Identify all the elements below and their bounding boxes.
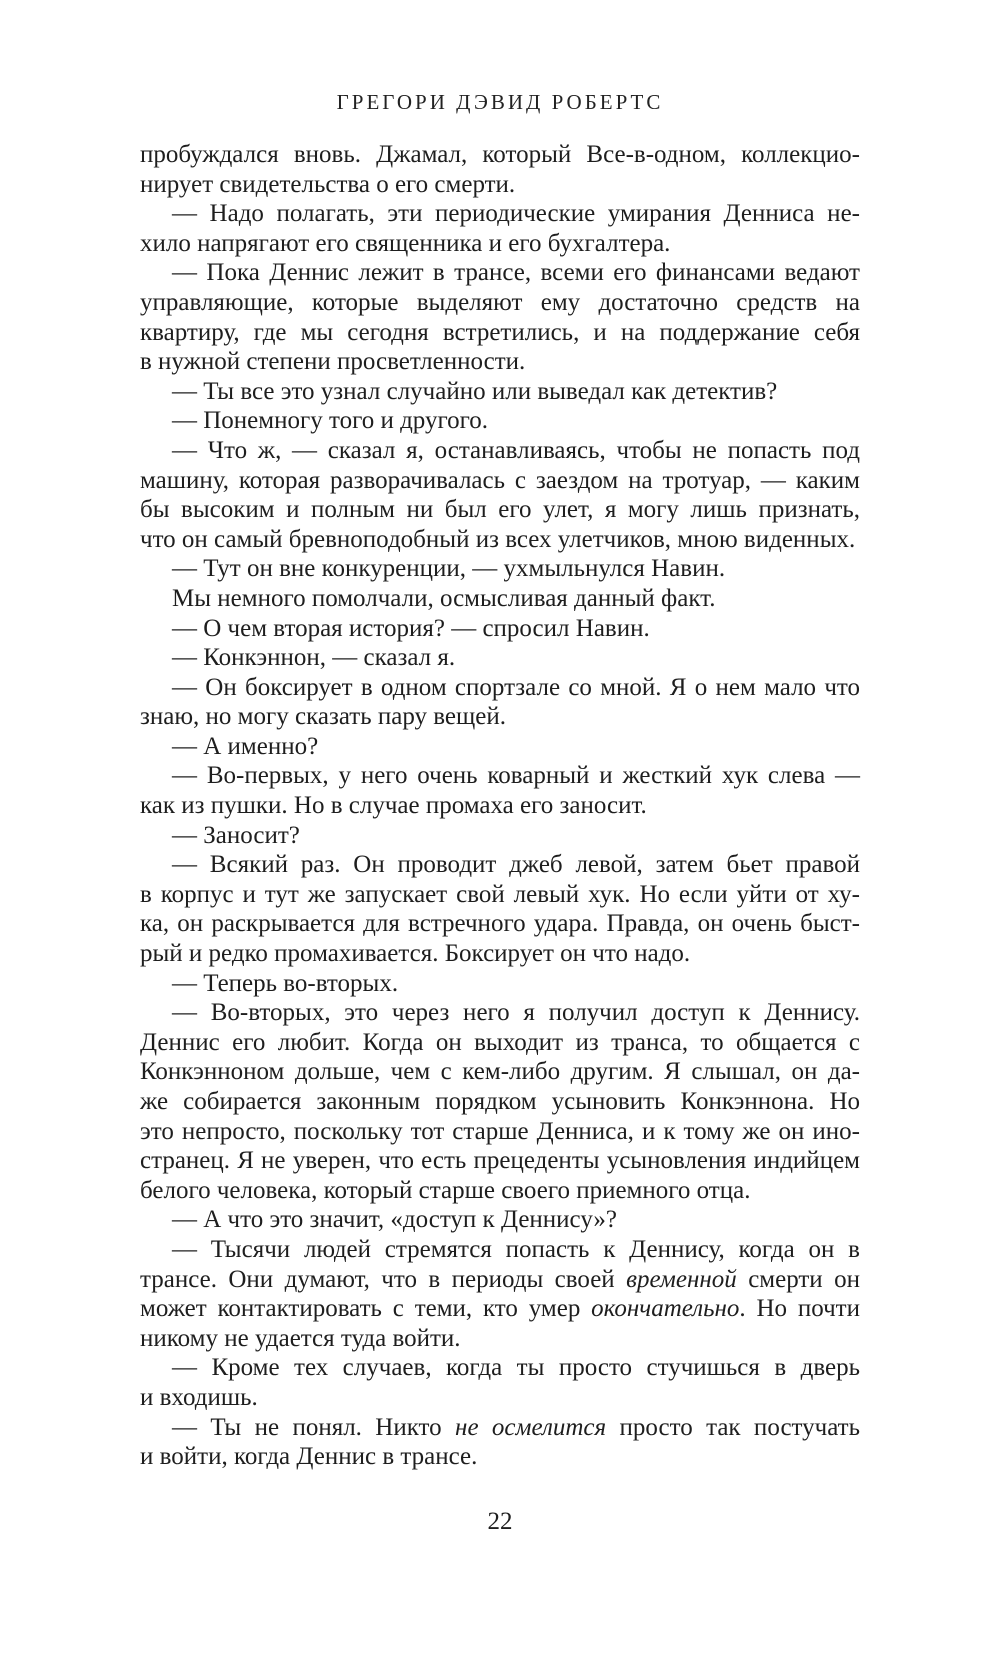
- text-line: ка, он раскрывается для встречного удара. Правда, он очень быст-: [140, 910, 860, 938]
- text-line: это непросто, поскольку тот старше Денниса, и к тому же он ино-: [140, 1117, 860, 1145]
- text-line: [140, 1265, 860, 1295]
- text-line: что он самый бревноподобный из всех улетчиков, мною виденных.: [140, 525, 856, 553]
- text-line: же собирается законным порядком усыновить Конкэннона. Но: [140, 1088, 860, 1115]
- text-line: рый и редко промахивается. Боксирует он что надо.: [140, 940, 691, 968]
- text-line: и входишь.: [140, 1383, 258, 1411]
- text-line: — Во-вторых, это через него я получил доступ к Деннису.: [172, 999, 860, 1027]
- text-span: . Но почти: [739, 1295, 860, 1323]
- text-line: хило напрягают его священника и его бухгалтера.: [140, 229, 671, 257]
- text-line: — А именно?: [172, 732, 319, 760]
- italic-span: не осмелится: [455, 1413, 607, 1441]
- text-span: — Ты не понял. Никто: [172, 1413, 456, 1441]
- running-header: ГРЕГОРИ ДЭВИД РОБЕРТС: [336, 90, 664, 114]
- text-line: — Во-первых, у него очень коварный и жесткий хук слева —: [172, 762, 860, 790]
- text-line: — Что ж, — сказал я, останавливаясь, чтобы не попасть под: [172, 436, 860, 464]
- text-line: знаю, но могу сказать пару вещей.: [140, 703, 506, 731]
- text-line: — Ты все это узнал случайно или выведал как детектив?: [172, 377, 778, 405]
- text-line: — О чем вторая история? — спросил Навин.: [172, 614, 650, 642]
- text-span: трансе. Они думают, что в периоды своей: [140, 1265, 627, 1293]
- text-line: — Кроме тех случаев, когда ты просто стучишься в дверь: [172, 1354, 860, 1382]
- text-line: — Всякий раз. Он проводит джеб левой, затем бьет правой: [172, 851, 860, 879]
- text-line: и войти, когда Деннис в трансе.: [140, 1443, 478, 1471]
- text-line: белого человека, который старше своего приемного отца.: [140, 1176, 751, 1204]
- text-line: — Тысячи людей стремятся попасть к Деннису, когда он в: [172, 1235, 860, 1263]
- text-line: — А что это значит, «доступ к Деннису»?: [172, 1206, 618, 1234]
- text-line: в корпус и тут же запускает свой левый хук. Но если уйти от ху-: [140, 880, 860, 908]
- text-line: в нужной степени просветленности.: [140, 348, 526, 376]
- text-line: как из пушки. Но в случае промаха его заносит.: [140, 792, 647, 820]
- text-line: квартиру, где мы сегодня встретились, и на поддержание себя: [140, 318, 860, 346]
- text-line: — Теперь во-вторых.: [172, 969, 399, 997]
- text-span: просто так постучать: [606, 1413, 860, 1441]
- text-line: бы высоким и полным ни был его улет, я могу лишь признать,: [140, 496, 860, 524]
- text-line: нирует свидетельства о его смерти.: [140, 170, 516, 198]
- text-line: никому не удается туда войти.: [140, 1324, 461, 1352]
- text-line: [140, 1294, 860, 1324]
- text-line: Конкэнноном дольше, чем с кем-либо другим. Я слышал, он да-: [140, 1058, 860, 1086]
- text-line: — Пока Деннис лежит в трансе, всеми его финансами ведают: [172, 259, 860, 287]
- italic-span: окончательно: [591, 1295, 740, 1323]
- text-line: — Надо полагать, эти периодические умирания Денниса не-: [172, 200, 860, 228]
- text-line: — Конкэннон, — сказал я.: [172, 644, 456, 672]
- text-line: Мы немного помолчали, осмысливая данный факт.: [172, 584, 716, 612]
- text-line: пробуждался вновь. Джамал, который Все-в-одном, коллекцио-: [140, 141, 860, 168]
- text-line: [140, 1413, 860, 1443]
- text-line: — Он боксирует в одном спортзале со мной. Я о нем мало что: [172, 673, 860, 701]
- text-line: странец. Я не уверен, что есть прецеденты усыновления индийцем: [140, 1147, 860, 1175]
- text-line: — Понемногу того и другого.: [172, 407, 488, 435]
- text-line: управляющие, которые выделяют ему достаточно средств на: [140, 288, 860, 316]
- italic-span: временной: [626, 1265, 737, 1293]
- body-text: [140, 140, 860, 1472]
- page-number: 22: [487, 1508, 513, 1535]
- text-line: — Заносит?: [172, 821, 300, 849]
- text-line: Деннис его любит. Когда он выходит из транса, то общается с: [140, 1028, 860, 1056]
- text-line: — Тут он вне конкуренции, — ухмыльнулся Навин.: [172, 555, 726, 583]
- text-span: смерти он: [736, 1265, 860, 1293]
- text-line: машину, которая разворачивалась с заездом на тротуар, — каким: [140, 466, 860, 494]
- text-span: может контактировать с теми, кто умер: [140, 1295, 592, 1323]
